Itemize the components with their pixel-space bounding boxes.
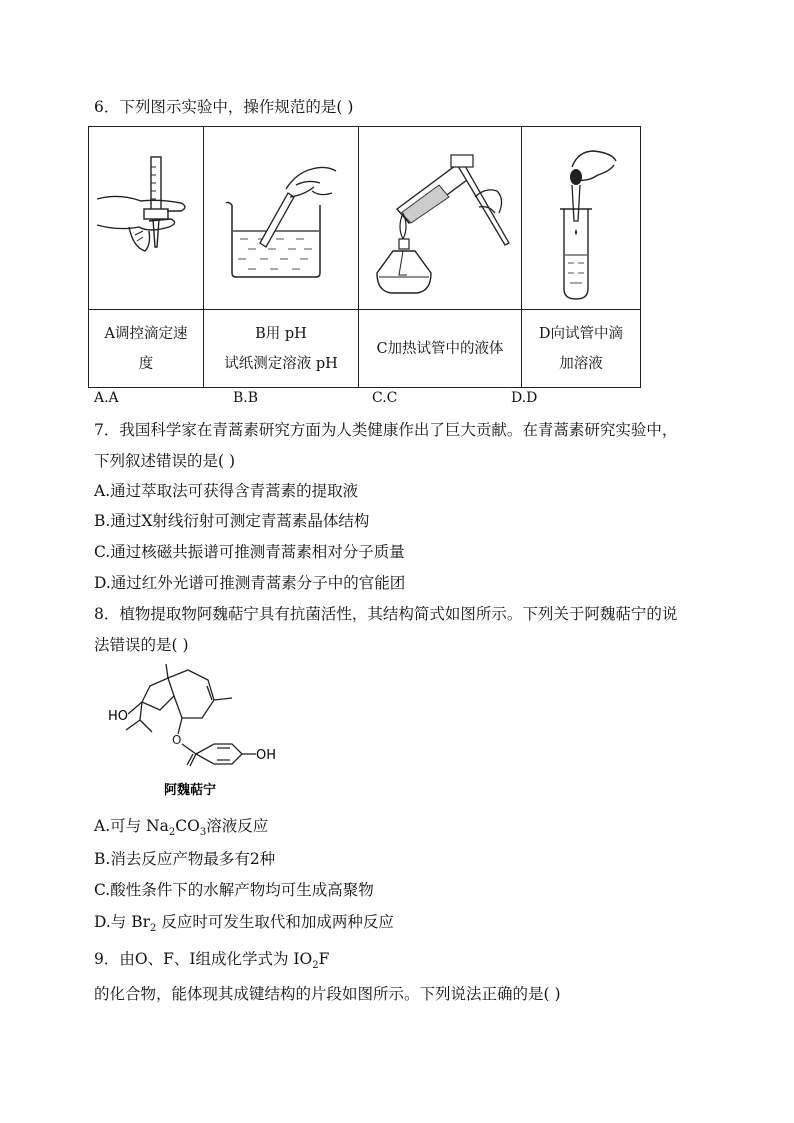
caption-d: D向试管中滴 加溶液 [522,310,641,388]
q9-stem-line2: 的化合物，能体现其成键结构的片段如图所示。下列说法正确的是( ) [94,985,561,1003]
q6-answer-d: D.D [511,390,538,406]
caption-c: C加热试管中的液体 [359,310,522,388]
q7-option-c: C.通过核磁共振谱可推测青蒿素相对分子质量 [94,543,405,561]
figure-c-heating-tube [359,127,522,310]
q8-option-b: B.消去反应产物最多有2种 [94,850,276,868]
q8-stem-line1: 8．植物提取物阿魏萜宁具有抗菌活性，其结构简式如图所示。下列关于阿魏萜宁的说 [94,605,678,623]
q7-stem-line2: 下列叙述错误的是( ) [94,452,236,470]
q9-stem-line1: 9．由O、F、I组成化学式为 $IO_2F$ [94,950,330,971]
caption-a: A调控滴定速 度 [89,310,204,388]
ester-oxygen: O [172,733,182,747]
q6-figure-table [88,126,641,388]
q7-option-d: D.通过红外光谱可推测青蒿素分子中的官能团 [94,574,406,592]
q6-answer-c: C.C [372,390,398,406]
q8-option-c: C.酸性条件下的水解产物均可生成高聚物 [94,881,374,899]
figure-b-ph-test [204,127,359,310]
figure-a-titration [89,127,204,310]
oh-label: OH [256,748,277,763]
burette-hand-icon [89,127,203,309]
beaker-ph-paper-icon [204,127,358,309]
q6-stem: 6．下列图示实验中，操作规范的是( ) [94,98,354,116]
q8-structure-figure [104,662,304,802]
q7-stem-line1: 7．我国科学家在青蒿素研究方面为人类健康作出了巨大贡献。在青蒿素研究实验中， [94,421,678,439]
q8-stem-line2: 法错误的是( ) [94,636,189,654]
caption-b: B用 pH 试纸测定溶液 pH [204,310,359,388]
figure-d-dropper [522,127,641,310]
structure-caption: 阿魏萜宁 [164,783,217,798]
q7-option-a: A.通过萃取法可获得含青蒿素的提取液 [94,482,359,500]
q8-option-d: D.与 $Br_2$ 反应时可发生取代和加成两种反应 [94,913,394,934]
alcohol-lamp-test-tube-icon [359,127,521,309]
q6-answer-a: A.A [94,390,119,406]
q7-option-b: B.通过X射线衍射可测定青蒿素晶体结构 [94,512,370,530]
ho-label: HO [108,709,129,724]
q6-answer-b: B.B [233,390,259,406]
dropper-test-tube-icon [522,127,640,309]
q8-option-a: A.可与 $Na_2CO_3$溶液反应 [94,817,269,838]
